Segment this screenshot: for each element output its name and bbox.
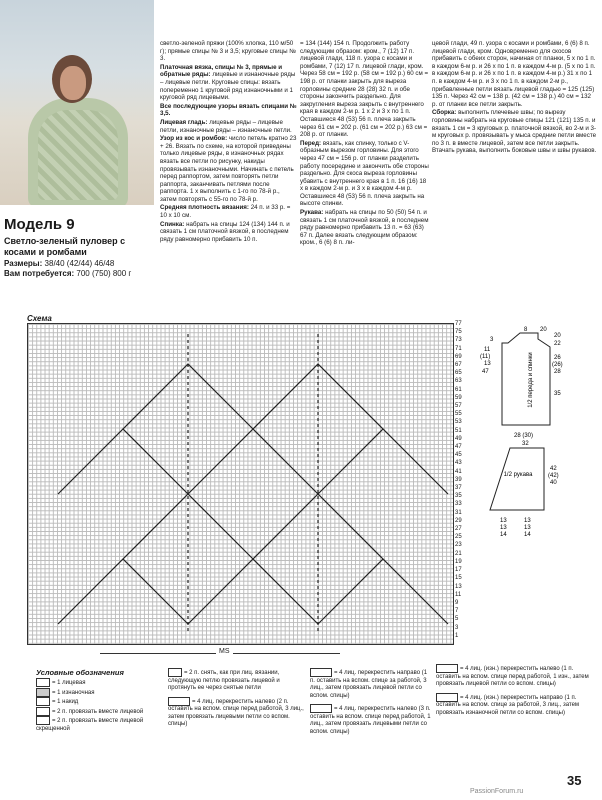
ms-label: MS <box>216 648 233 655</box>
front-back-pattern-diagram <box>470 325 600 450</box>
row-number: 25 <box>455 534 462 541</box>
dim-left-2: 11 <box>484 347 491 353</box>
sleeve-dim-right-2: (42) <box>548 473 559 479</box>
knitting-chart-grid <box>27 323 454 645</box>
row-number: 75 <box>455 329 462 336</box>
row-number: 63 <box>455 378 462 385</box>
row-number: 1 <box>455 632 459 639</box>
sleeve-dim-b2c: 14 <box>524 532 531 538</box>
front-back-label: 1/2 переда и спинки <box>528 352 534 408</box>
sleeve-pattern-diagram <box>480 440 600 550</box>
row-number: 77 <box>455 321 462 327</box>
row-number: 47 <box>455 444 462 451</box>
dim-bottom-2: 32 <box>522 441 529 447</box>
row-number: 53 <box>455 419 462 426</box>
schema-label: Схема <box>27 314 52 323</box>
sleeve-dim-right-1: 42 <box>550 466 557 472</box>
row-number: 3 <box>455 624 459 631</box>
sleeve-dim-b1: 13 <box>500 518 507 524</box>
legend-column-2: = 2 п. снять, как при лиц. вязании, следующую петлю провязать лицевой и протянуть ее через снятые петли = 4 лиц. перекрестить налево (2 п. оставить на вспом. спице перед работой, 3 лиц., затем провязать лицевыми петли со вспом. спицы) <box>168 668 304 729</box>
row-number: 9 <box>455 599 459 606</box>
dim-left-1: 3 <box>490 337 494 343</box>
row-number: 65 <box>455 370 462 377</box>
row-number: 59 <box>455 394 462 401</box>
row-number: 19 <box>455 558 462 565</box>
page-number: 35 <box>567 773 582 788</box>
sleeve-dim-b3: 14 <box>500 532 507 538</box>
model-title: Модель 9 <box>4 216 75 233</box>
model-subtitle: Светло-зеленый пуловер с косами и ромбами <box>4 236 126 257</box>
row-number: 11 <box>455 591 462 598</box>
row-number: 43 <box>455 460 462 467</box>
sleeve-dim-b2a: 13 <box>524 518 531 524</box>
dim-top-1: 8 <box>524 327 528 333</box>
row-number: 61 <box>455 386 462 393</box>
dim-left-4: 13 <box>484 361 491 367</box>
legend-column-4: = 4 лиц. (изн.) перекрестить налево (1 п. оставить на вспом. спице перед работой, 1 изн., затем провязать лицевой петли со вспом. спицы) = 4 лиц. (изн.) перекрестить направо (1 п. оставить на вспом. спице за работой, 3 лиц., затем провязать изнаночной петли со вспом. спицы) <box>436 664 596 717</box>
row-number: 67 <box>455 362 462 369</box>
dim-right-1: 26 <box>554 355 561 361</box>
row-number: 69 <box>455 353 462 360</box>
model-sizes: Размеры: 38/40 (42/44) 46/48 Вам потребуется: 700 (750) 800 г <box>4 259 132 278</box>
dim-top-3: 20 <box>554 333 561 339</box>
row-number: 73 <box>455 337 462 344</box>
row-numbers <box>455 320 471 640</box>
row-number: 15 <box>455 575 462 582</box>
row-number: 29 <box>455 517 462 524</box>
row-number: 17 <box>455 567 462 574</box>
row-number: 31 <box>455 509 462 516</box>
model-photo <box>0 0 154 205</box>
dim-bottom-1: 28 (30) <box>514 433 534 439</box>
text-column-3: цевой глади, 49 п. узора с косами и ромбами, 6 (6) 8 п. лицевой глади, кром. Одновременно для скосов прибавить с обеих сторон, начиная от планки, 5 х по 1 п. в каждом 6-м р. и 26 х по 1 п. в каждом 4-м р. (5 х по 1 п. в каждом 6-м р. и 26 х по 1 п. в каждом 4-м р.) 31 х по 1 п. в каждом 4-м р. и 3 х по 1 п. в каждом 2-м р., прибавленные петли вязать лицевой гладью = 125 (125) 135 п. Через 42 см = 138 р. (42 см = 138 р.) 40 см = 132 р. от планки все петли закрыть. Сборка: выполнить плечевые швы; по вырезу горловины набрать на круговые спицы 121 (121) 135 п. и вязать 1 см = 3 круговых р. платочной вязкой, во 2-м и 3-м круговых р. провязывать у мыса средние петли вместе по 3 п. в вместе лицевой, затем все петли закрыть. Втачать рукава, выполнить боковые швы и швы рукавов. <box>432 40 597 155</box>
row-number: 71 <box>455 345 462 352</box>
sleeve-dim-b2: 13 <box>500 525 507 531</box>
dim-mid: 47 <box>482 369 489 375</box>
row-number: 7 <box>455 608 459 615</box>
legend-column-3: = 4 лиц. перекрестить направо (1 п. оставить на вспом. спице за работой, 3 лиц., затем провязать лицевой петли со вспом. спицы) = 4 лиц. перекрестить налево (3 п. оставить на вспом. спице перед работой, 1 лиц., затем провязать лицевыми петли со вспом. спицы) <box>310 668 432 736</box>
row-number: 13 <box>455 583 462 590</box>
legend-title: Условные обозначения <box>36 668 124 677</box>
row-number: 51 <box>455 427 462 434</box>
row-number: 35 <box>455 493 462 500</box>
row-number: 41 <box>455 468 462 475</box>
dim-top-3b: 22 <box>554 341 561 347</box>
watermark: PassionForum.ru <box>470 788 524 795</box>
row-number: 5 <box>455 616 459 623</box>
dim-right-3: 28 <box>554 369 561 375</box>
row-number: 27 <box>455 526 462 533</box>
row-number: 57 <box>455 403 462 410</box>
text-column-2: = 134 (144) 154 п. Продолжить работу следующим образом: кром., 7 (12) 17 п. лицевой глади, 118 п. узора с косами и ромбами, 7 (12) 17 п. лицевой глади, кром. Через 58 см = 192 р. (58 см = 192 р.) 60 см = 198 р. от планки закрыть для выреза горловины средние 28 (28) 32 п. и обе стороны закончить раздельно. Для закругления выреза закрыть с внутреннего края в каждом 2-м р. 1 х 2 и 3 х по 1 п. Оставшиеся 48 (53) 56 п. плеча закрыть через 61 см = 202 р. (61 см = 202 р.) 63 см = 208 р. от планки. Перед: вязать, как спинку, только с V-образным вырезом горловины. Для этого через 47 см = 156 р. от планки разделить работу посередине и закончить обе стороны раздельно. Для скоса выреза горловины убавить с внутреннего края в 1 п. 16 (16) 18 х в каждом 2-м р. и 3 х в каждом 4-м р. Оставшиеся 48 (53) 56 п. плеча закрыть на высоте спинки. Рукава: набрать на спицы по 50 (50) 54 п. и связать 1 см платочной вязкой, в последнем ряду равномерно прибавить 13 п. = 63 (63) 67 п. Далее вязать следующим образом: кром., 6 (6) 8 п. ли- <box>300 40 429 247</box>
sleeve-label: 1/2 рукава <box>503 472 533 478</box>
sleeve-dim-b2b: 13 <box>524 525 531 531</box>
row-number: 23 <box>455 542 462 549</box>
row-number: 39 <box>455 476 462 483</box>
chart-pattern <box>28 324 453 644</box>
row-number: 37 <box>455 485 462 492</box>
dim-top-2: 20 <box>540 327 547 333</box>
legend-column-1: = 1 лицевая = 1 изнаночная = 1 накид = 2 п. провязать вместе лицевой = 2 п. провязать вместе лицевой скрещенной <box>36 678 156 733</box>
dim-right-2: (26) <box>552 362 563 368</box>
sleeve-dim-right-3: 40 <box>550 480 557 486</box>
row-number: 55 <box>455 411 462 418</box>
dim-mid-2: 35 <box>554 391 561 397</box>
row-number: 49 <box>455 435 462 442</box>
row-number: 45 <box>455 452 462 459</box>
dim-left-3: (11) <box>480 354 491 360</box>
text-column-1: светло-зеленой пряжи (100% хлопка, 110 м/50 г); прямые спицы № 3 и 3,5; круговые спицы № 3. Платочная вязка, спицы № 3, прямые и обратные ряды: лицевые и изнаночные ряды – лицевые петли. Круговые спицы: вязать попеременно 1 круговой ряд изнаночными и 1 круговой ряд лицевыми. Все последующие узоры вязать спицами № 3,5. Лицевая гладь: лицевые ряды – лицевые петли, изнаночные ряды – изнаночные петли. Узор из кос и ромбов: число петель кратно 23 + 26. Вязать по схеме, на которой приведены только лицевые ряды, в изнаночных рядах вязать все петли по рисунку, накиды провязывать изнаночными. Начинать с петель перед раппортом, затем повторять петли раппорта, заканчивать петлями после раппорта. 1 х выполнить с 1-го по 78-й р., затем повторять с 55-го по 78-й р. Средняя плотность вязания: 24 п. и 33 р. = 10 х 10 см. Спинка: набрать на спицы 124 (134) 144 п. и связать 1 см платочной вязкой, в последнем ряду равномерно прибавить 10 п. <box>160 40 297 243</box>
row-number: 33 <box>455 501 462 508</box>
row-number: 21 <box>455 550 462 557</box>
